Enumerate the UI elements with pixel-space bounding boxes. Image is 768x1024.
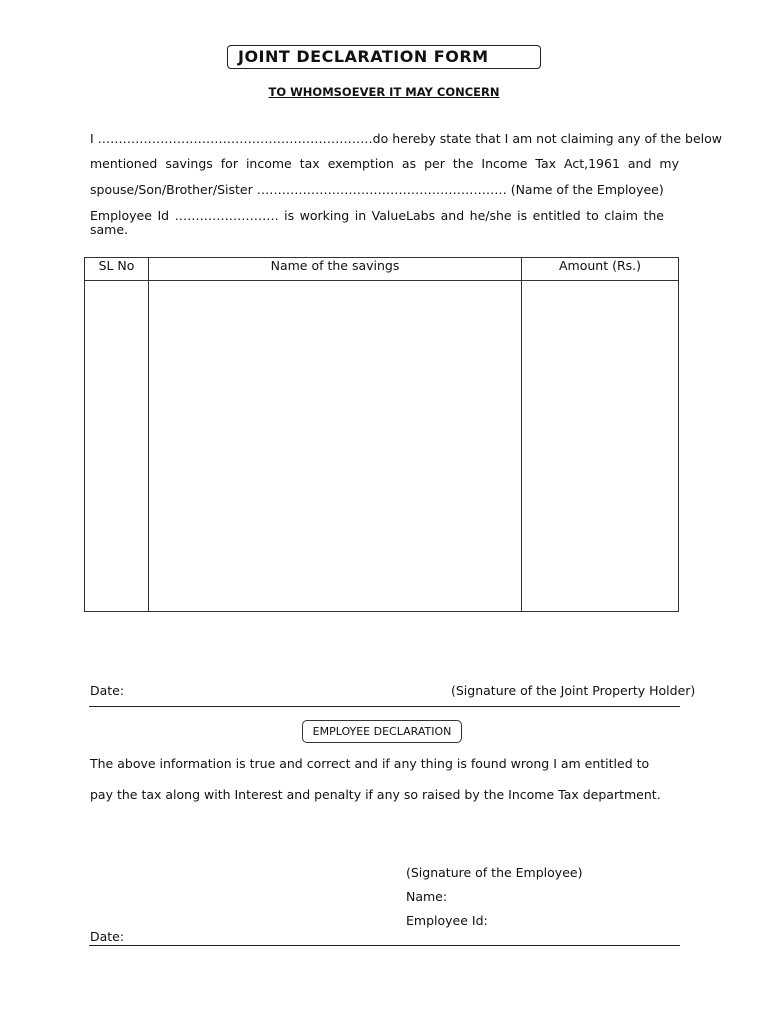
employee-declaration-line-2: pay the tax along with Interest and penalty if any so raised by the Income Tax department.: [90, 787, 661, 802]
table-header-row: [85, 258, 679, 281]
table-row: [85, 281, 679, 612]
savings-name-cell[interactable]: [149, 281, 522, 612]
employee-declaration-heading: EMPLOYEE DECLARATION: [302, 720, 462, 743]
employee-id-label: Employee Id:: [406, 913, 488, 928]
section-divider: [89, 706, 680, 707]
column-header-amount: Amount (Rs.): [522, 258, 679, 281]
column-header-sl-no: SL No: [85, 258, 149, 281]
form-subtitle: TO WHOMSOEVER IT MAY CONCERN: [268, 85, 500, 99]
column-header-savings-name: Name of the savings: [149, 258, 522, 281]
joint-holder-date-label: Date:: [90, 683, 125, 698]
joint-holder-signature-label: (Signature of the Joint Property Holder): [451, 683, 696, 698]
form-title: JOINT DECLARATION FORM: [227, 45, 541, 69]
declaration-line-3: spouse/Son/Brother/Sister …………………………………………………… (Name of the Employee): [90, 182, 664, 197]
sl-no-cell[interactable]: [85, 281, 149, 612]
declaration-line-1: I …………………………………………………………do hereby state that I am not claiming any of the below: [90, 131, 722, 146]
employee-signature-label: (Signature of the Employee): [406, 865, 583, 880]
declaration-line-5: same.: [90, 222, 129, 237]
amount-cell[interactable]: [522, 281, 679, 612]
declaration-line-2: mentioned savings for income tax exemption as per the Income Tax Act,1961 and my: [90, 156, 679, 171]
bottom-divider: [89, 945, 680, 946]
employee-date-label: Date:: [90, 929, 125, 944]
savings-table: [84, 257, 679, 612]
employee-declaration-line-1: The above information is true and correct and if any thing is found wrong I am entitled to: [90, 756, 650, 771]
employee-name-label: Name:: [406, 889, 448, 904]
declaration-line-4: Employee Id ……………………. is working in ValueLabs and he/she is entitled to claim the: [90, 208, 664, 223]
